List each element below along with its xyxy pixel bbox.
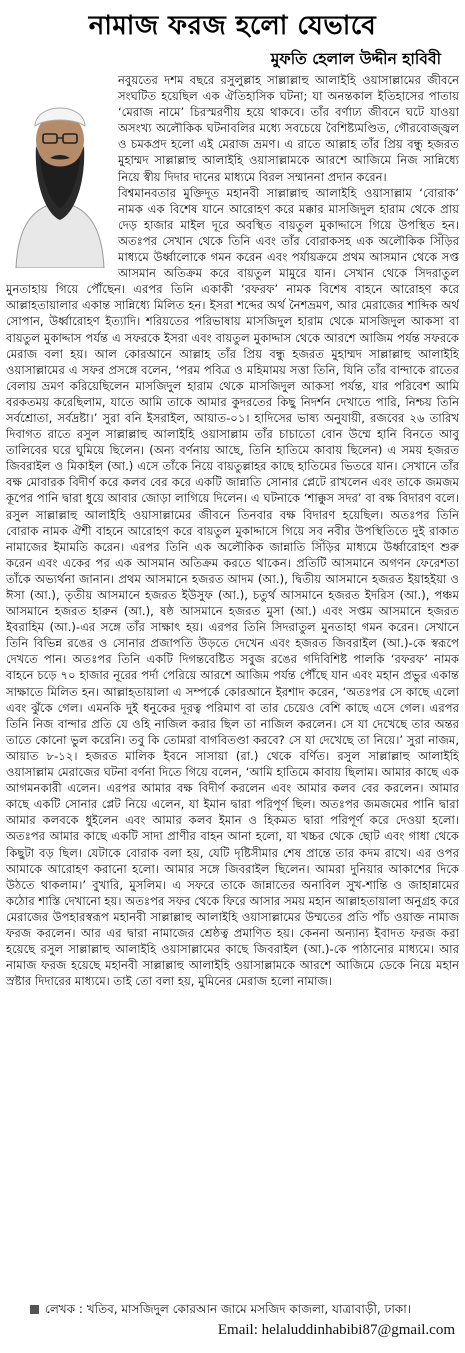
article-byline: মুফতি হেলাল উদ্দীন হাবিবী bbox=[270, 50, 441, 68]
square-bullet-icon bbox=[30, 1305, 39, 1314]
author-portrait-icon bbox=[12, 74, 108, 268]
article-headline: নামাজ ফরজ হলো যেভাবে bbox=[88, 11, 377, 41]
author-credit bbox=[6, 1300, 459, 1318]
author-email: Email: helaluddinhabibi87@gmail.com bbox=[217, 1322, 455, 1338]
author-photo bbox=[12, 74, 108, 268]
article-body bbox=[6, 72, 459, 1297]
article-paragraph-2: বিশ্বমানবতার মুক্তিদূত মহানবী সাল্লাল্লাহু আলাইহি ওয়াসাল্লাম ‘বোরাক’ নামক এক বিশেষ যানে আরোহণ করে মক্কার মাসজিদুল হারাম থেকে প্রায় দেড় হাজার মাইল দূরে অবস্থিত বায়তুল মুকাদ্দাসে গিয়ে উপস্থিত হন। অতঃপর সেখান থেকে তিনি এবং তাঁর বোরাকসহ এক অলৌকিক সিঁড়ির মাধ্যমে উর্ধ্বালোকে গমন করেন এবং পর্যায়ক্রমে প্রথম আসমান থেকে সপ্ত আসমান অতিক্রম করে বায়তুল মামুরে যান। সেখান থেকে সিদরাতুল মুনতাহায় গিয়ে পৌঁছেন। এরপর তিনি একাকী ‘রফরফ’ নামক বিশেষ বাহনে আরোহণ করে আল্লাহতায়ালার একান্ত সান্নিধ্যে মিলিত হন। ইসরা শব্দের অর্থ নৈশভ্রমণ, আর মেরাজের শাব্দিক অর্থ সোপান, উর্ধ্বারোহণ ইত্যাদি। শরিয়তের পরিভাষায় মাসজিদুল হারাম থেকে মাসজিদুল আকসা বা বায়তুল মুকাদ্দাস পর্যন্ত এ সফরকে ইসরা এবং বায়তুল মুকাদ্দাস থেকে আরশে আজিম পর্যন্ত সফরকে মেরাজ বলা হয়। আল কোরআনে আল্লাহ তাঁর প্রিয় বন্ধু হজরত মুহাম্মদ সাল্লাল্লাহু আলাইহি ওয়াসাল্লামের এ সফর প্রসঙ্গে বলেন, ‘পরম পবিত্র ও মহিমাময় সত্তা তিনি, যিনি তাঁর বান্দাকে রাতের বেলায় ভ্রমণ করিয়েছিলেন মাসজিদুল হারাম থেকে মাসজিদুল আকসা পর্যন্ত, যার পরিবেশ আমি বরকতময় করেছিলাম, যাতে আমি তাকে আমার কুদরতের কিছু নিদর্শন দেখাতে পারি, নিশ্চয় তিনি সর্বশ্রোতা, সর্বদ্রষ্টা।’ সুরা বনি ইসরাইল, আয়াত-০১। হাদিসের ভাষ্য অনুযায়ী, রজবের ২৬ তারিখ দিবাগত রাতে রসুল সাল্লাল্লাহু আলাইহি ওয়াসাল্লাম তাঁর চাচাতো বোন উম্মে হানি বিনতে আবু তালিবের ঘরে ঘুমিয়ে ছিলেন। (অন্য বর্ণনায় আছে, তিনি হাতিমে কাবায় ছিলেন) এ সময় হজরত জিবরাইল ও মিকাইল (আ.) এসে তাঁকে নিয়ে বায়তুল্লাহর কাছে হাতিমের ভিতরে যান। সেখানে তাঁর বক্ষ মোবারক বিদীর্ণ করে কলব বের করে একটি জান্নাতি সোনার প্লেটে রাখলেন এবং তাকে জমজম কূপের পানি দ্বারা ধুয়ে আবার জোড়া লাগিয়ে দিলেন। এ ঘটনাকে ‘শাক্কুস সদর’ বা বক্ষ বিদারণ বলে। রসুল সাল্লাল্লাহু আলাইহি ওয়াসাল্লামের জীবনে তিনবার বক্ষ বিদারণ হয়েছিল। অতঃপর তিনি বোরাক নামক ঐশী বাহনে আরোহণ করে বায়তুল মুকাদ্দাসে গিয়ে সব নবীর উপস্থিতিতে দুই রাকাত নামাজের ইমামতি করেন। এরপর তিনি এক অলৌকিক জান্নাতি সিঁড়ির মাধ্যমে উর্ধ্বারোহণ শুরু করেন এবং একের পর এক আসমান অতিক্রম করতে থাকেন। প্রতিটি আসমানে অগণন ফেরেশতা তাঁকে অভ্যর্থনা জানান। প্রথম আসমানে হজরত আদম (আ.), দ্বিতীয় আসমানে হজরত ইয়াহইয়া ও ঈসা (আ.), তৃতীয় আসমানে হজরত ইউসুফ (আ.), চতুর্থ আসমানে হজরত ইদরিস (আ.), পঞ্চম আসমানে হজরত হারুন (আ.), ষষ্ঠ আসমানে হজরত মুসা (আ.) এবং সপ্তম আসমানে হজরত ইবরাহিম (আ.)-এর সঙ্গে তাঁর সাক্ষাৎ হয়। এরপর তিনি সিদরাতুল মুনতাহা গমন করেন। সেখানে তিনি বিভিন্ন রঙের ও সোনার প্রজাপতি উড়তে দেখেন এবং হজরত জিবরাইল (আ.)-কে স্বরূপে দেখতে পান। অতঃপর তিনি একটি দিগন্তবেষ্টিত সবুজ রঙের গদিবিশিষ্ট পালকি ‘রফরফ’ নামক বাহনে চড়ে ৭০ হাজার নূরের পর্দা পেরিয়ে আরশে আজিম পর্যন্ত পৌঁছে যান এবং মহান প্রভুর একান্ত সাক্ষাতে মিলিত হন। আল্লাহতায়ালা এ সম্পর্কে কোরআনে ইরশাদ করেন, ‘অতঃপর সে কাছে এলো এবং ঝুঁকে গেল। এমনকি দুই ধনুকের দূরত্ব পরিমাণ বা তার চেয়েও বেশি কাছে এসে গেল। এরপর তিনি নিজ বান্দার প্রতি যে ওহি নাজিল করার ছিল তা নাজিল করলেন। সে যা দেখেছে তার অন্তর তাতে কোনো ভুল করেনি। তবু কি তোমরা বাগবিতণ্ডা করবে? সে যা দেখেছে তা নিয়ে।’ সুরা নাজম, আয়াত ৮-১২। হজরত মালিক ইবনে সাসায়া (রা.) থেকে বর্ণিত। রসুল সাল্লাল্লাহু আলাইহি ওয়াসাল্লাম মেরাজের ঘটনা বর্ণনা দিতে গিয়ে বলেন, ‘আমি হাতিমে কাবায় ছিলাম। আমার কাছে এক আগমনকারী এলেন। এরপর আমার বক্ষ বিদীর্ণ করলেন এবং আমার কলব বের করলেন। আমার কাছে একটি সোনার প্লেট নিয়ে এলেন, যা ইমান দ্বারা পরিপূর্ণ ছিল। অতঃপর জমজমের পানি দ্বারা আমার কলবকে ধুইলেন এবং আমার কলব ইমান ও হিকমত দ্বারা পরিপূর্ণ করে দেওয়া হলো। অতঃপর আমার কাছে একটি সাদা প্রাণীর বাহন আনা হলো, যা খচ্চর থেকে ছোট এবং গাধা থেকে কিছুটা বড় ছিল। যেটাকে বোরাক বলা হয়, যেটি দৃষ্টিসীমার শেষ প্রান্তে তার কদম রাখে। এর ওপর আমাকে আরোহণ করানো হলো। আমার সঙ্গে জিবরাইল ছিলেন। আমরা দুনিয়ার আকাশের দিকে উঠতে থাকলাম।’ বুখারি, মুসলিম। এ সফরে তাকে জান্নাতের অনাবিল সুখ-শান্তি ও জাহান্নামের কঠোর শাস্তি দেখানো হয়। অতঃপর সফর থেকে ফিরে আসার সময় মহান আল্লাহতায়ালা অনুগ্রহ করে মেরাজের উপহারস্বরূপ মহানবী সাল্লাল্লাহু আলাইহি ওয়াসাল্লামের উম্মতের প্রতি পাঁচ ওয়াক্ত নামাজ ফরজ করলেন। আর এর দ্বারা নামাজের শ্রেষ্ঠত্ব প্রমাণিত হয়। কেননা অন্যান্য ইবাদত ফরজ করা হয়েছে রসুল সাল্লাল্লাহু আলাইহি ওয়াসাল্লামের কাছে জিবরাইল (আ.)-কে পাঠানোর মাধ্যমে। আর নামাজ ফরজ হয়েছে মহানবী সাল্লাল্লাহু আলাইহি ওয়াসাল্লামকে আরশে আজিমে ডেকে নিয়ে মহান স্রষ্টার দিদারের মাধ্যমে। তাই তো বলা হয়, মুমিনের মেরাজ হলো নামাজ। bbox=[6, 185, 459, 989]
author-credit-text: লেখক : খতিব, মাসজিদুল কোরআন জামে মসজিদ কাজলা, যাত্রাবাড়ী, ঢাকা। bbox=[45, 1302, 411, 1316]
article-paragraph-1: নবুয়তের দশম বছরে রসুলুল্লাহ সাল্লাল্লাহু আলাইহি ওয়াসাল্লামের জীবনে সংঘটিত হয়েছিল এক ঐতিহাসিক ঘটনা; যা অনন্তকাল ইতিহাসের পাতায় ‘মেরাজ নামে’ চিরস্মরণীয় হয়ে থাকবে। তাঁর বর্ণাঢ্য জীবনে ঘটে যাওয়া অসংখ্য অলৌকিক ঘটনাবলির মধ্যে সবচেয়ে বৈশিষ্ট্যমণ্ডিত, গৌরবোজ্জ্বল ও চমকপ্রদ হলো এই মেরাজ ভ্রমণ। এ রাতে আল্লাহ তাঁর প্রিয় বন্ধু হজরত মুহাম্মদ সাল্লাল্লাহু আলাইহি ওয়াসাল্লামকে আরশে আজিমে নিজ সান্নিধ্যে নিয়ে স্বীয় দিদার দানের মাধ্যমে বিরল সম্মাননা প্রদান করেন। bbox=[118, 73, 459, 184]
